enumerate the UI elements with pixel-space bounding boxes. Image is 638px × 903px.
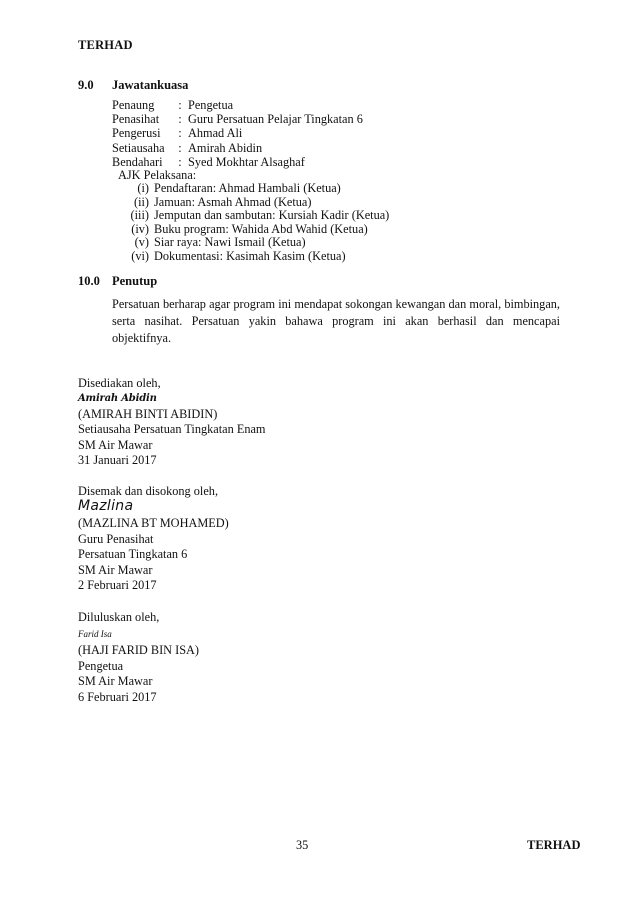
reviewed-position: Guru Penasihat bbox=[78, 531, 154, 546]
footer-classification: TERHAD bbox=[527, 838, 581, 852]
committee-name: Pengetua bbox=[188, 98, 234, 112]
closing-paragraph: Persatuan berharap agar program ini mendapat sokongan kewangan dan moral, bimbingan, serta nasihat. Persatuan yakin bahawa program ini akan berhasil dan mencapai objektifnya. bbox=[112, 297, 560, 345]
reviewed-org: Persatuan Tingkatan 6 bbox=[78, 547, 188, 562]
ajk-text: Pendaftaran: Ahmad Hambali (Ketua) bbox=[154, 181, 341, 195]
ajk-number: (vi) bbox=[131, 248, 149, 263]
committee-role: Pengerusi bbox=[112, 126, 161, 141]
ajk-title: AJK Pelaksana: bbox=[118, 168, 197, 182]
approved-school: SM Air Mawar bbox=[78, 674, 153, 689]
prepared-label: Disediakan oleh, bbox=[78, 376, 161, 390]
committee-name: Amirah Abidin bbox=[188, 140, 263, 155]
committee-role: Setiausaha bbox=[112, 140, 165, 155]
section-9-title: Jawatankuasa bbox=[112, 78, 189, 92]
approved-position: Pengetua bbox=[78, 658, 124, 673]
ajk-number: (i) bbox=[137, 181, 149, 195]
committee-name: Syed Mokhtar Alsaghaf bbox=[188, 154, 305, 169]
committee-row bbox=[112, 155, 363, 169]
reviewed-school: SM Air Mawar bbox=[78, 562, 153, 577]
committee-name: Ahmad Ali bbox=[188, 126, 243, 141]
committee-colon: : bbox=[178, 98, 182, 112]
ajk-text: Jemputan dan sambutan: Kursiah Kadir (Ketua) bbox=[154, 208, 390, 223]
prepared-by-block bbox=[78, 376, 266, 468]
committee-row bbox=[112, 141, 363, 155]
committee-row bbox=[112, 98, 363, 112]
committee-row bbox=[112, 126, 363, 140]
prepared-name: (AMIRAH BINTI ABIDIN) bbox=[78, 406, 218, 421]
committee-role: Penaung bbox=[112, 98, 155, 112]
ajk-item bbox=[112, 196, 389, 210]
ajk-number: (v) bbox=[134, 235, 149, 250]
committee-colon: : bbox=[178, 112, 182, 127]
committee-colon: : bbox=[178, 154, 182, 169]
committee-name: Guru Persatuan Pelajar Tingkatan 6 bbox=[188, 112, 363, 127]
approved-label: Diluluskan oleh, bbox=[78, 610, 160, 624]
ajk-item bbox=[112, 182, 389, 196]
prepared-signature: Amirah Abidin bbox=[78, 393, 157, 405]
ajk-number: (iv) bbox=[131, 221, 149, 236]
committee-row bbox=[112, 112, 363, 126]
committee-colon: : bbox=[178, 126, 182, 141]
approved-signature: Farid Isa bbox=[78, 629, 112, 640]
ajk-text: Buku program: Wahida Abd Wahid (Ketua) bbox=[154, 221, 368, 236]
ajk-text: Jamuan: Asmah Ahmad (Ketua) bbox=[154, 194, 312, 209]
committee-colon: : bbox=[178, 140, 182, 155]
section-9-number: 9.0 bbox=[78, 78, 94, 92]
ajk-number: (iii) bbox=[130, 208, 149, 223]
reviewed-date: 2 Februari 2017 bbox=[78, 577, 157, 592]
section-10-title: Penutup bbox=[112, 274, 158, 288]
ajk-item bbox=[112, 209, 389, 223]
committee-role: Bendahari bbox=[112, 154, 163, 169]
approved-by-block bbox=[78, 610, 199, 705]
section-10-number: 10.0 bbox=[78, 274, 100, 288]
ajk-text: Dokumentasi: Kasimah Kasim (Ketua) bbox=[154, 248, 346, 263]
prepared-school: SM Air Mawar bbox=[78, 437, 153, 452]
prepared-date: 31 Januari 2017 bbox=[78, 452, 157, 467]
prepared-position: Setiausaha Persatuan Tingkatan Enam bbox=[78, 422, 266, 437]
header-classification: TERHAD bbox=[78, 38, 133, 52]
approved-name: (HAJI FARID BIN ISA) bbox=[78, 643, 200, 658]
ajk-number: (ii) bbox=[133, 194, 149, 209]
ajk-list bbox=[112, 182, 389, 264]
reviewed-by-block bbox=[78, 484, 229, 593]
reviewed-label: Disemak dan disokong oleh, bbox=[78, 484, 219, 498]
committee-role: Penasihat bbox=[112, 112, 160, 127]
ajk-item bbox=[112, 236, 389, 250]
committee-list bbox=[112, 98, 363, 169]
approved-date: 6 Februari 2017 bbox=[78, 689, 157, 704]
ajk-item bbox=[112, 223, 389, 237]
page-number: 35 bbox=[296, 838, 309, 852]
reviewed-signature: Mazlina bbox=[78, 498, 134, 515]
reviewed-name: (MAZLINA BT MOHAMED) bbox=[78, 516, 229, 531]
ajk-item bbox=[112, 250, 389, 264]
ajk-text: Siar raya: Nawi Ismail (Ketua) bbox=[154, 235, 306, 250]
